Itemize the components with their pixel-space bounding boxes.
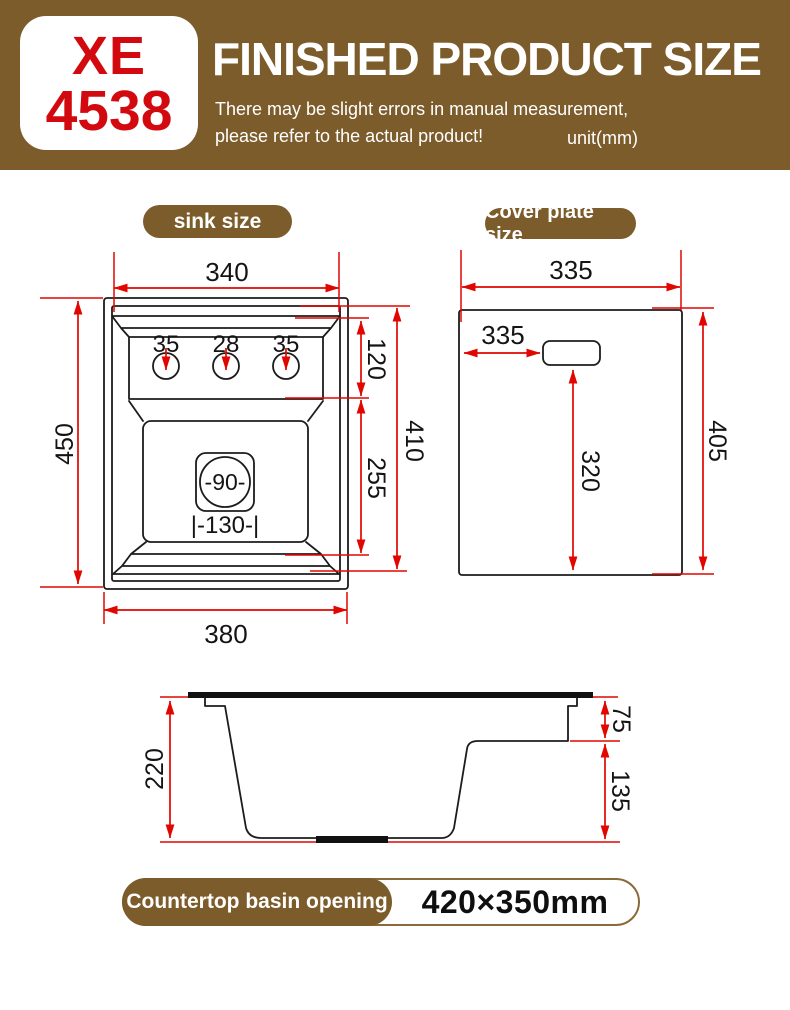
dim-top-width: 340	[205, 257, 249, 287]
dim-cover-slot-to-bottom: 320	[576, 450, 604, 492]
cover-plate-slot	[543, 341, 600, 365]
dim-hole-center: 28	[212, 331, 240, 358]
countertop-opening-value: 420×350mm	[421, 883, 609, 920]
sink-rim-section	[188, 692, 593, 698]
dim-overall-depth: 220	[141, 748, 169, 790]
ext-cover-plate	[461, 250, 714, 574]
side-section-drawing	[141, 692, 635, 843]
unit-label: unit(mm)	[567, 128, 638, 148]
dim-hole-left: 35	[152, 331, 180, 358]
sink-top-view-drawing	[40, 252, 428, 649]
model-badge	[20, 16, 198, 150]
countertop-opening-bar	[122, 878, 640, 926]
dim-cover-height: 405	[703, 420, 731, 462]
dim-deck-height: 120	[362, 338, 390, 380]
drain-boss-section	[316, 836, 388, 843]
dim-rim-to-ledge: 75	[607, 705, 635, 733]
measurement-note-line2: please refer to the actual product!	[215, 126, 484, 146]
cover-plate-drawing	[459, 250, 731, 575]
header-banner	[0, 0, 790, 170]
cover-plate-size-pill: Cover plate size	[485, 208, 636, 239]
dim-bottom-width: 380	[204, 619, 248, 649]
dim-hole-right: 35	[272, 331, 300, 358]
model-code-line2: 4538	[45, 79, 173, 143]
sink-bottom-bevel	[113, 542, 339, 574]
basin-profile	[205, 698, 577, 838]
dim-drain-diameter: -90-	[204, 469, 246, 495]
measurement-note-line1: There may be slight errors in manual measurement,	[215, 99, 629, 119]
page-title: FINISHED PRODUCT SIZE	[212, 33, 761, 85]
dim-basin-height: 255	[362, 457, 390, 499]
dim-drain-offset: |-130-|	[190, 512, 260, 539]
basin-slope-top	[129, 401, 323, 421]
dim-inner-height: 410	[400, 420, 428, 462]
countertop-opening-label: Countertop basin opening	[122, 878, 392, 926]
dim-ledge-to-bottom: 135	[606, 770, 634, 812]
dim-cover-top-width: 335	[549, 255, 593, 285]
sink-size-pill: sink size	[143, 205, 292, 238]
dim-overall-height: 450	[51, 423, 79, 465]
model-code-line1: XE	[71, 26, 147, 86]
dim-cover-slot-offset: 335	[481, 320, 525, 350]
